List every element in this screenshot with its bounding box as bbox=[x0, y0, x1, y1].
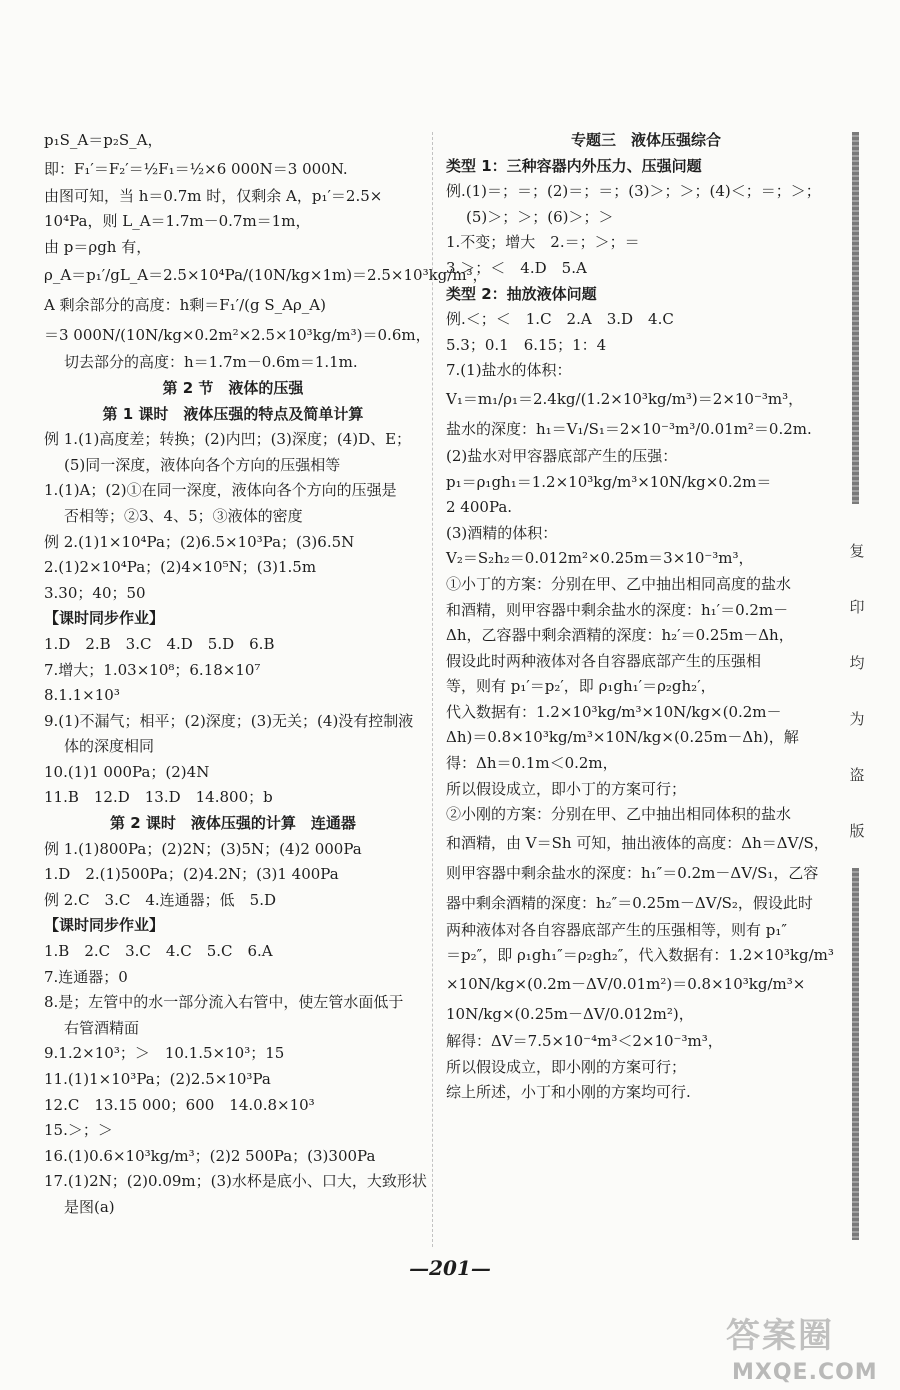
text-line: 5.3；0.1 6.15；1：4 bbox=[446, 335, 607, 354]
text-line: 7.连通器；0 bbox=[44, 967, 128, 986]
text-line: 例 2.C 3.C 4.连通器；低 5.D bbox=[44, 890, 276, 909]
text-line: 否相等；②3、4、5；③液体的密度 bbox=[64, 506, 303, 525]
text-line: A 剩余部分的高度：h剩＝F₁′/(g S_Aρ_A) bbox=[44, 296, 326, 315]
text-line: 16.(1)0.6×10³kg/m³；(2)2 500Pa；(3)300Pa bbox=[44, 1146, 376, 1165]
text-line: 1.D 2.(1)500Pa；(2)4.2N；(3)1 400Pa bbox=[44, 865, 339, 884]
stamp-char: 为 bbox=[849, 710, 865, 728]
text-line: ×10N/kg×(0.2m－ΔV/0.01m²)＝0.8×10³kg/m³× bbox=[446, 975, 806, 994]
text-line: 例 1.(1)高度差；转换；(2)内凹；(3)深度；(4)D、E； bbox=[44, 430, 412, 449]
text-line: (5)＞；＞；(6)＞；＞ bbox=[466, 207, 614, 226]
text-line: (5)同一深度，液体向各个方向的压强相等 bbox=[64, 455, 341, 474]
text-line: ①小丁的方案：分别在甲、乙中抽出相同高度的盐水 bbox=[446, 574, 792, 593]
text-line: 所以假设成立，即小丁的方案可行； bbox=[446, 779, 687, 798]
text-line: 17.(1)2N；(2)0.09m；(3)水杯是底小、口大，大致形状 bbox=[44, 1172, 427, 1191]
text-line: 即：F₁′＝F₂′＝½F₁＝½×6 000N＝3 000N. bbox=[44, 159, 348, 178]
text-line: 8.是；左管中的水一部分流入右管中，使左管水面低于 bbox=[44, 993, 404, 1012]
text-line: 类型 1：三种容器内外压力、压强问题 bbox=[446, 156, 702, 175]
margin-bar-top bbox=[852, 132, 859, 504]
text-line: 11.B 12.D 13.D 14.800；b bbox=[44, 788, 273, 807]
text-line: 是图(a) bbox=[64, 1197, 115, 1216]
right-column bbox=[446, 128, 846, 1106]
text-line: ②小刚的方案：分别在甲、乙中抽出相同体积的盐水 bbox=[446, 805, 792, 824]
text-line: 右管酒精面 bbox=[64, 1018, 140, 1037]
stamp-char: 盗 bbox=[849, 766, 865, 784]
stamp-char: 版 bbox=[849, 822, 865, 840]
text-line: 例 1.(1)800Pa；(2)2N；(3)5N；(4)2 000Pa bbox=[44, 839, 362, 858]
text-line: 器中剩余酒精的深度：h₂″＝0.25m－ΔV/S₂，假设此时 bbox=[446, 893, 813, 912]
text-line: Δh，乙容器中剩余酒精的深度：h₂′＝0.25m－Δh， bbox=[446, 626, 794, 645]
margin-bar-bottom bbox=[852, 868, 859, 1240]
text-line: 体的深度相同 bbox=[64, 737, 155, 756]
text-line: Δh)＝0.8×10³kg/m³×10N/kg×(0.25m－Δh)，解 bbox=[446, 728, 799, 747]
text-line: 综上所述，小丁和小刚的方案均可行. bbox=[446, 1083, 691, 1102]
text-line: 第 2 课时 液体压强的计算 连通器 bbox=[110, 814, 356, 833]
text-line: 和酒精，由 V＝Sh 可知，抽出液体的高度：Δh＝ΔV/S， bbox=[446, 833, 829, 852]
text-line: 10⁴Pa，则 L_A＝1.7m－0.7m＝1m， bbox=[44, 212, 311, 231]
text-line: 类型 2：抽放液体问题 bbox=[446, 284, 597, 303]
text-line: (2)盐水对甲容器底部产生的压强： bbox=[446, 446, 678, 465]
text-line: 和酒精，则甲容器中剩余盐水的深度：h₁′＝0.2m－ bbox=[446, 600, 789, 619]
text-line: 假设此时两种液体对各自容器底部产生的压强相 bbox=[446, 651, 762, 670]
text-line: 12.C 13.15 000；600 14.0.8×10³ bbox=[44, 1095, 315, 1114]
page-number: —201— bbox=[409, 1256, 491, 1280]
text-line: 例.(1)＝；＝；(2)＝；＝；(3)＞；＞；(4)＜；＝；＞； bbox=[446, 182, 821, 201]
text-line: 2 400Pa. bbox=[446, 498, 513, 517]
text-line: 10N/kg×(0.25m－ΔV/0.012m²)， bbox=[446, 1005, 694, 1024]
watermark bbox=[718, 1308, 894, 1384]
text-line: 则甲容器中剩余盐水的深度：h₁″＝0.2m－ΔV/S₁，乙容 bbox=[446, 863, 819, 882]
text-line: 由图可知，当 h＝0.7m 时，仅剩余 A，p₁′＝2.5× bbox=[44, 186, 383, 205]
text-line: 1.D 2.B 3.C 4.D 5.D 6.B bbox=[44, 634, 275, 653]
text-line: V₁＝m₁/ρ₁＝2.4kg/(1.2×10³kg/m³)＝2×10⁻³m³， bbox=[446, 389, 804, 408]
text-line: 例.＜；＜ 1.C 2.A 3.D 4.C bbox=[446, 310, 674, 329]
text-line: 10.(1)1 000Pa；(2)4N bbox=[44, 762, 210, 781]
text-line: V₂＝S₂h₂＝0.012m²×0.25m＝3×10⁻³m³， bbox=[446, 549, 754, 568]
stamp-char: 复 bbox=[849, 542, 865, 560]
stamp-char: 均 bbox=[849, 654, 865, 672]
text-line: 【课时同步作业】 bbox=[44, 916, 165, 935]
text-line: 专题三 液体压强综合 bbox=[570, 131, 721, 149]
text-line: 7.(1)盐水的体积： bbox=[446, 361, 572, 380]
text-line: 第 2 节 液体的压强 bbox=[162, 378, 304, 397]
text-line: 等，则有 p₁′＝p₂′，即 ρ₁gh₁′＝ρ₂gh₂′， bbox=[446, 677, 716, 696]
text-line: 所以假设成立，即小刚的方案可行； bbox=[446, 1057, 687, 1076]
watermark-site: MXQE.COM bbox=[732, 1360, 878, 1385]
text-line: 15.＞；＞ bbox=[44, 1121, 113, 1140]
text-line: 2.(1)2×10⁴Pa；(2)4×10⁵N；(3)1.5m bbox=[44, 558, 317, 577]
text-line: 11.(1)1×10³Pa；(2)2.5×10³Pa bbox=[44, 1070, 271, 1088]
text-line: ＝p₂″，即 ρ₁gh₁″＝ρ₂gh₂″，代入数据有：1.2×10³kg/m³ bbox=[446, 946, 834, 965]
text-line: 3.30；40；50 bbox=[44, 583, 146, 602]
text-line: 由 p＝ρgh 有， bbox=[44, 237, 152, 256]
text-line: 【课时同步作业】 bbox=[44, 609, 165, 628]
watermark-text: 答案圈 bbox=[726, 1316, 834, 1356]
text-line: 得：Δh＝0.1m＜0.2m， bbox=[446, 754, 618, 773]
text-line: 例 2.(1)1×10⁴Pa；(2)6.5×10³Pa；(3)6.5N bbox=[44, 532, 355, 551]
text-line: 9.(1)不漏气；相平；(2)深度；(3)无关；(4)没有控制液 bbox=[44, 711, 414, 730]
text-line: p₁S_A＝p₂S_A， bbox=[44, 131, 163, 149]
text-line: p₁＝ρ₁gh₁＝1.2×10³kg/m³×10N/kg×0.2m＝ bbox=[446, 472, 772, 491]
text-line: 解得：ΔV＝7.5×10⁻⁴m³＜2×10⁻³m³， bbox=[446, 1032, 723, 1051]
text-line: 1.(1)A；(2)①在同一深度，液体向各个方向的压强是 bbox=[44, 481, 397, 500]
text-line: 9.1.2×10³；＞ 10.1.5×10³；15 bbox=[44, 1044, 285, 1063]
text-line: 盐水的深度：h₁＝V₁/S₁＝2×10⁻³m³/0.01m²＝0.2m. bbox=[446, 419, 812, 438]
column-divider bbox=[432, 132, 433, 1247]
text-line: 7.增大；1.03×10⁸；6.18×10⁷ bbox=[44, 660, 261, 679]
text-line: 两种液体对各自容器底部产生的压强相等，则有 p₁″ bbox=[446, 920, 787, 939]
text-line: 切去部分的高度：h＝1.7m－0.6m＝1.1m. bbox=[64, 353, 358, 372]
text-line: ρ_A＝p₁′/gL_A＝2.5×10⁴Pa/(10N/kg×1m)＝2.5×10³kg/m³， bbox=[44, 266, 488, 285]
text-line: 8.1.1×10³ bbox=[44, 686, 120, 705]
text-line: 第 1 课时 液体压强的特点及简单计算 bbox=[102, 404, 364, 423]
text-line: 1.B 2.C 3.C 4.C 5.C 6.A bbox=[44, 942, 273, 961]
text-line: 3.＞；＜ 4.D 5.A bbox=[446, 258, 587, 277]
stamp-char: 印 bbox=[849, 598, 865, 616]
text-line: (3)酒精的体积： bbox=[446, 523, 558, 542]
text-line: 1.不变；增大 2.＝；＞；＝ bbox=[446, 233, 640, 252]
text-line: ＝3 000N/(10N/kg×0.2m²×2.5×10³kg/m³)＝0.6m， bbox=[44, 326, 431, 345]
text-line: 代入数据有：1.2×10³kg/m³×10N/kg×(0.2m－ bbox=[446, 702, 782, 721]
